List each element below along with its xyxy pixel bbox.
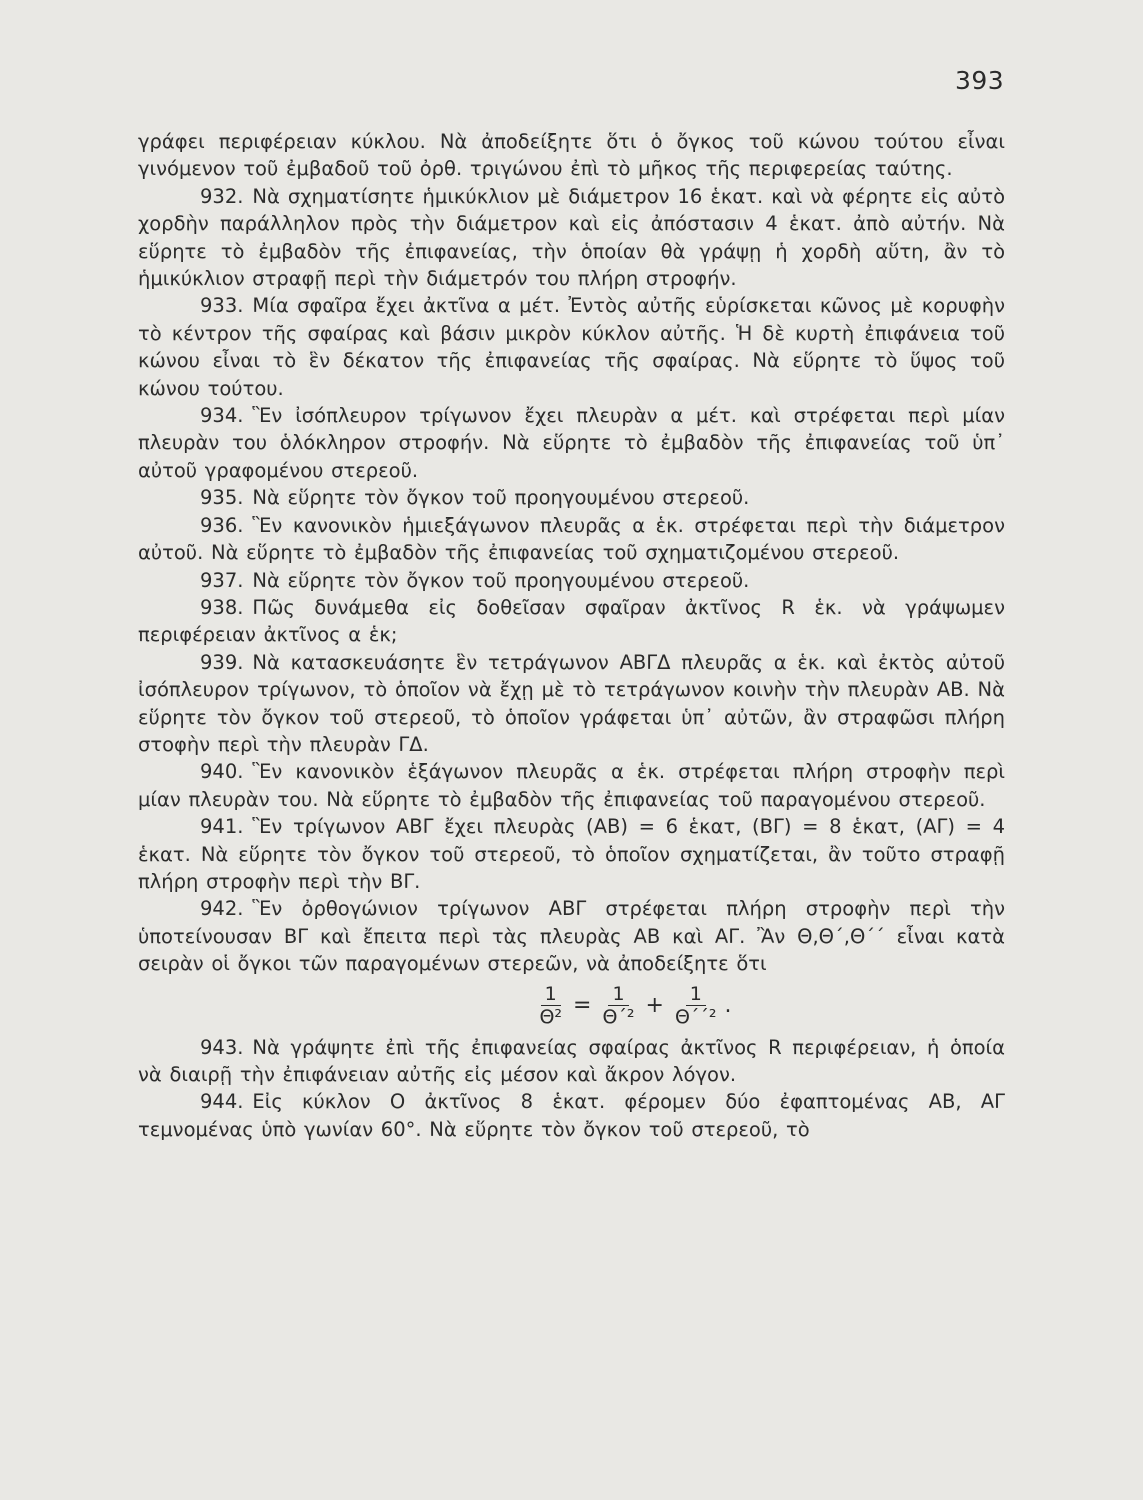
problem-938 xyxy=(138,594,1005,649)
problem-number: 942. xyxy=(200,897,244,921)
formula-term1-fraction xyxy=(598,983,638,1028)
formula-denominator: Θ΄² xyxy=(602,1006,635,1029)
volume-formula xyxy=(258,980,1005,1032)
problem-939 xyxy=(138,649,1005,759)
problem-number: 932. xyxy=(200,184,244,208)
problem-935 xyxy=(138,484,1005,511)
problem-944 xyxy=(138,1088,1005,1143)
problem-number: 944. xyxy=(200,1090,244,1114)
problem-number: 933. xyxy=(200,294,244,318)
problem-text: Νὰ εὕρητε τὸν ὄγκον τοῦ προηγουμένου στερεοῦ. xyxy=(252,568,750,592)
problem-text: Πῶς δυνάμεθα εἰς δοθεῖσαν σφαῖραν ἀκτῖνος R ἑκ. νὰ γράψωμεν περιφέρειαν ἀκτῖνος α ἑκ; xyxy=(138,595,1005,647)
problem-941 xyxy=(138,813,1005,895)
problem-text: Εἰς κύκλον Ο ἀκτῖνος 8 ἑκατ. φέρομεν δύο ἐφαπτομένας ΑΒ, ΑΓ τεμνομένας ὑπὸ γωνίαν 60°. Νὰ εὕρητε τὸν ὄγκον τοῦ στερεοῦ, τὸ xyxy=(138,1090,1005,1141)
formula-denominator: Θ΄΄² xyxy=(674,1006,717,1029)
problem-934 xyxy=(138,402,1005,484)
formula-numerator: 1 xyxy=(686,983,706,1006)
problem-937 xyxy=(138,567,1005,594)
problem-text: Ἓν ἰσόπλευρον τρίγωνον ἔχει πλευρὰν α μέτ. καὶ στρέφεται περὶ μίαν πλευρὰν του ὁλόκληρον στροφήν. Νὰ εὕρητε τὸ ἐμβαδὸν τῆς ἐπιφανείας τοῦ ὑπ᾿ αὐτοῦ γραφομένου στερεοῦ. xyxy=(138,404,1005,482)
formula-lhs-fraction xyxy=(535,983,566,1028)
problem-text: Νὰ κατασκευάσητε ἓν τετράγωνον ΑΒΓΔ πλευρᾶς α ἑκ. καὶ ἐκτὸς αὐτοῦ ἰσόπλευρον τρίγωνον, τὸ ὁποῖον νὰ ἔχῃ μὲ τὸ τετράγωνον κοινὴν τὴν πλευρὰν ΑΒ. Νὰ εὕρητε τὸν ὄγκον τοῦ στερεοῦ, τὸ ὁποῖον γράφεται ὑπ᾿ αὐτῶν, ἂν στραφῶσι πλήρη στοφὴν περὶ τὴν πλευρὰν ΓΔ. xyxy=(138,650,1005,756)
problem-number: 940. xyxy=(200,760,244,784)
problem-number: 936. xyxy=(200,513,244,537)
problem-936 xyxy=(138,512,1005,567)
problem-942 xyxy=(138,895,1005,977)
formula-term2-fraction xyxy=(671,983,721,1028)
formula-plus: + xyxy=(645,992,664,1018)
problem-text: Νὰ σχηματίσητε ἡμικύκλιον μὲ διάμετρον 16 ἑκατ. καὶ νὰ φέρητε εἰς αὐτὸ χορδὴν παράλληλον πρὸς τὴν διάμετρον καὶ εἰς ἀπόστασιν 4 ἑκατ. ἀπὸ αὐτήν. Νὰ εὕρητε τὸ ἐμβαδὸν τῆς ἐπιφανείας, τὴν ὁποίαν θὰ γράψῃ ἡ χορδὴ αὕτη, ἂν τὸ ἡμικύκλιον στραφῇ περὶ τὴν διάμετρόν του πλήρη στροφήν. xyxy=(138,184,1005,291)
problem-943 xyxy=(138,1034,1005,1089)
formula-period: . xyxy=(724,992,732,1018)
problem-number: 935. xyxy=(200,486,244,510)
page-body xyxy=(138,128,1005,1143)
problem-text: Νὰ εὕρητε τὸν ὄγκον τοῦ προηγουμένου στερεοῦ. xyxy=(252,486,750,510)
problem-940 xyxy=(138,758,1005,813)
problem-text: Ἓν τρίγωνον ΑΒΓ ἔχει πλευρὰς (ΑΒ) = 6 ἑκατ, (ΒΓ) = 8 ἑκατ, (ΑΓ) = 4 ἑκατ. Νὰ εὕρητε τὸν ὄγκον τοῦ στερεοῦ, τὸ ὁποῖον σχηματίζεται, ἂν τοῦτο στραφῇ πλήρη στροφὴν περὶ τὴν ΒΓ. xyxy=(138,815,1005,893)
problem-933 xyxy=(138,292,1005,402)
problem-number: 938. xyxy=(200,595,244,619)
problem-number: 939. xyxy=(200,650,244,674)
page-number: 393 xyxy=(955,66,1005,95)
problem-number: 937. xyxy=(200,568,244,592)
formula-denominator: Θ² xyxy=(539,1006,563,1029)
formula-numerator: 1 xyxy=(608,983,628,1006)
formula-equals: = xyxy=(573,992,592,1018)
problem-number: 934. xyxy=(200,404,244,428)
problem-932 xyxy=(138,183,1005,293)
problem-text: Νὰ γράψητε ἐπὶ τῆς ἐπιφανείας σφαίρας ἀκτῖνος R περιφέρειαν, ἡ ὁποία νὰ διαιρῇ τὴν ἐπιφάνειαν αὐτῆς εἰς μέσον καὶ ἄκρον λόγον. xyxy=(138,1035,1005,1086)
problem-number: 941. xyxy=(200,815,244,839)
formula-numerator: 1 xyxy=(541,983,561,1006)
problem-text: Ἓν κανονικὸν ἑξάγωνον πλευρᾶς α ἑκ. στρέφεται πλήρη στροφὴν περὶ μίαν πλευρὰν του. Νὰ εὕρητε τὸ ἐμβαδὸν τῆς ἐπιφανείας τοῦ παραγομένου στερεοῦ. xyxy=(138,760,1005,811)
problem-text: Ἓν κανονικὸν ἡμιεξάγωνον πλευρᾶς α ἑκ. στρέφεται περὶ τὴν διάμετρον αὐτοῦ. Νὰ εὕρητε τὸ ἐμβαδὸν τῆς ἐπιφανείας τοῦ σχηματιζομένου στερεοῦ. xyxy=(138,513,1005,565)
problem-text: Μία σφαῖρα ἔχει ἀκτῖνα α μέτ. Ἐντὸς αὐτῆς εὑρίσκεται κῶνος μὲ κορυφὴν τὸ κέντρον τῆς σφαίρας καὶ βάσιν μικρὸν κύκλον αὐτῆς. Ἡ δὲ κυρτὴ ἐπιφάνεια τοῦ κώνου εἶναι τὸ ἓν δέκατον τῆς ἐπιφανείας τῆς σφαίρας. Νὰ εὕρητε τὸ ὕψος τοῦ κώνου τούτου. xyxy=(138,294,1005,400)
problem-number: 943. xyxy=(200,1035,244,1059)
problem-text: Ἓν ὀρθογώνιον τρίγωνον ΑΒΓ στρέφεται πλήρη στροφὴν περὶ τὴν ὑποτείνουσαν ΒΓ καὶ ἔπειτα περὶ τὰς πλευρὰς ΑΒ καὶ ΑΓ. Ἂν Θ,Θ΄,Θ΄΄ εἶναι κατὰ σειρὰν οἱ ὄγκοι τῶν παραγομένων στερεῶν, νὰ ἀποδείξητε ὅτι xyxy=(138,897,1005,976)
opening-paragraph: γράφει περιφέρειαν κύκλου. Νὰ ἀποδείξητε ὅτι ὁ ὄγκος τοῦ κώνου τούτου εἶναι γινόμενον τοῦ ἐμβαδοῦ τοῦ ὀρθ. τριγώνου ἐπὶ τὸ μῆκος τῆς περιφερείας ταύτης. xyxy=(138,130,1005,181)
